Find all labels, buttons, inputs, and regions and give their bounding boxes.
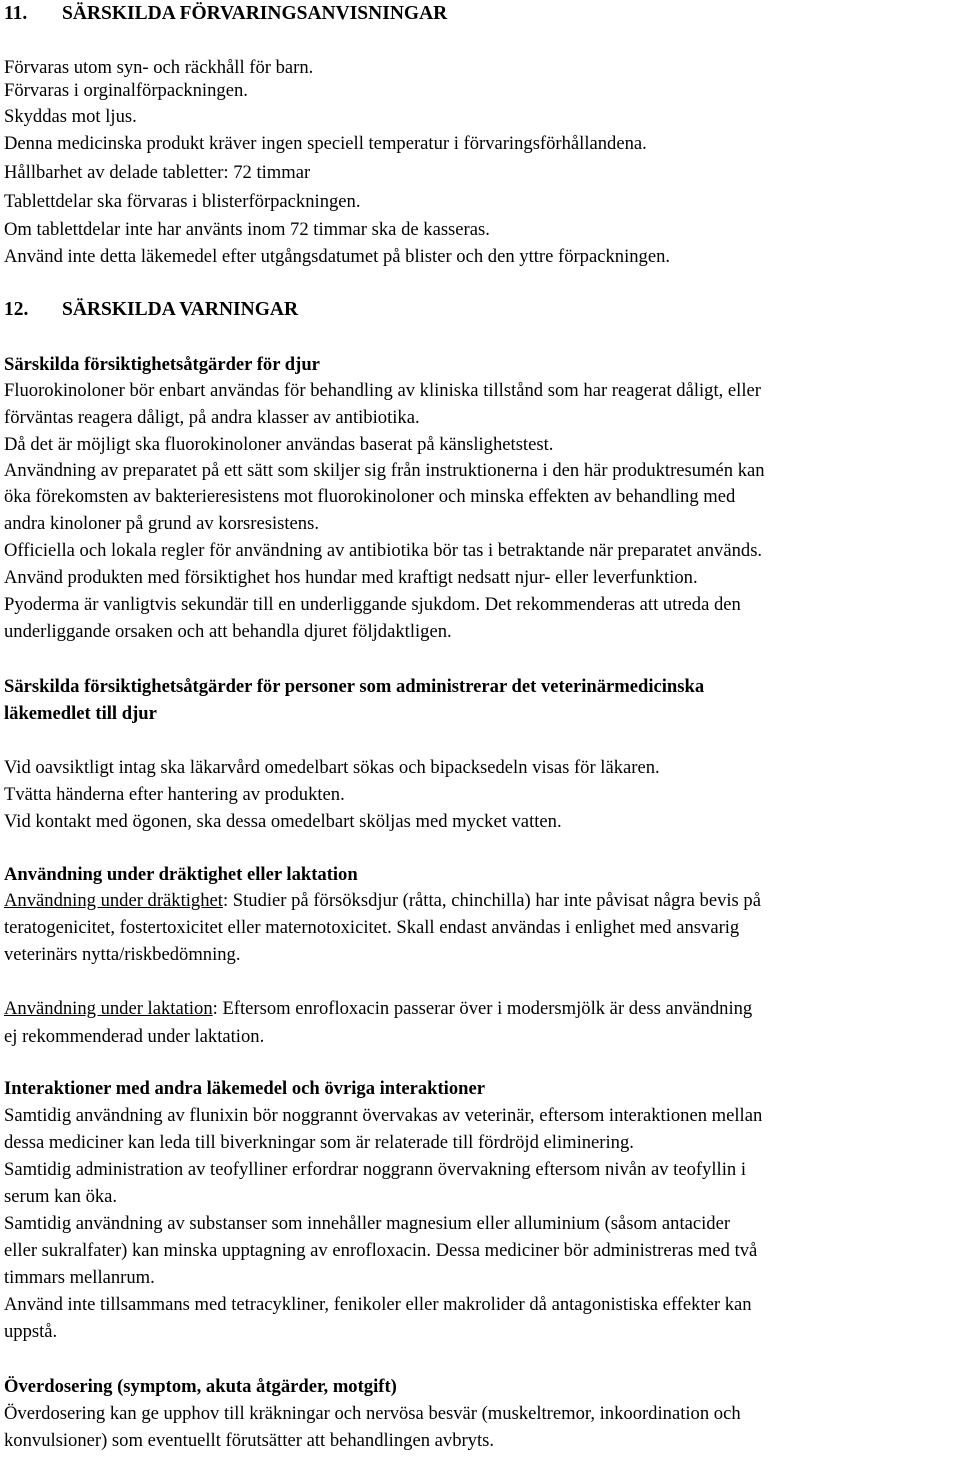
- lactation-text: : Eftersom enrofloxacin passerar över i modersmjölk är dess användning: [212, 998, 753, 1019]
- text-line: Använd inte tillsammans med tetracykliner, fenikoler eller makrolider då antagonistiska effekter kan: [4, 1294, 752, 1315]
- text-line: öka förekomsten av bakterieresistens mot fluorokinoloner och minska effekten av behandling med: [4, 486, 736, 507]
- text-line: dessa mediciner kan leda till biverkningar som är relaterade till fördröjd eliminering.: [4, 1132, 634, 1153]
- text-line: Använd produkten med försiktighet hos hundar med kraftigt nedsatt njur- eller leverfunktion.: [4, 567, 698, 588]
- text-line: veterinärs nytta/riskbedömning.: [4, 944, 241, 965]
- text-line: konvulsioner) som eventuellt förutsätter att behandlingen avbryts.: [4, 1430, 495, 1451]
- text-line: Skyddas mot ljus.: [4, 106, 137, 127]
- text-line: underliggande orsaken och att behandla djuret följdaktligen.: [4, 621, 452, 642]
- text-line: Officiella och lokala regler för användning av antibiotika bör tas i betraktande när preparatet används.: [4, 540, 763, 561]
- text-line: Tvätta händerna efter hantering av produkten.: [4, 784, 345, 805]
- text-line: serum kan öka.: [4, 1186, 118, 1207]
- text-line: Förvaras i orginalförpackningen.: [4, 80, 248, 101]
- subsection-heading: Särskilda försiktighetsåtgärder för djur: [4, 354, 320, 375]
- text-line: eller sukralfater) kan minska upptagning av enrofloxacin. Dessa mediciner bör administreras med två: [4, 1240, 758, 1261]
- text-line: timmars mellanrum.: [4, 1267, 155, 1288]
- text-line: Vid kontakt med ögonen, ska dessa omedelbart sköljas med mycket vatten.: [4, 811, 562, 832]
- text-line: Då det är möjligt ska fluorokinoloner användas baserat på känslighetstest.: [4, 434, 554, 455]
- section-number: 11.: [4, 3, 28, 24]
- section-number: 12.: [4, 299, 29, 320]
- text-line: Förvaras utom syn- och räckhåll för barn.: [4, 57, 314, 78]
- text-line: Tablettdelar ska förvaras i blisterförpackningen.: [4, 191, 361, 212]
- text-line: Hållbarhet av delade tabletter: 72 timmar: [4, 162, 311, 183]
- text-line: Samtidig användning av flunixin bör noggrannt övervakas av veterinär, eftersom interaktionen mellan: [4, 1105, 763, 1126]
- subsection-heading: Överdosering (symptom, akuta åtgärder, motgift): [4, 1376, 397, 1397]
- subsection-heading: läkemedlet till djur: [4, 703, 157, 724]
- text-line: Vid oavsiktligt intag ska läkarvård omedelbart sökas och bipacksedeln visas för läkaren.: [4, 757, 660, 778]
- text-line: teratogenicitet, fostertoxicitet eller maternotoxicitet. Skall endast användas i enlighet med ansvarig: [4, 917, 740, 938]
- text-line: andra kinoloner på grund av korsresistens.: [4, 513, 319, 534]
- text-line: Om tablettdelar inte har använts inom 72 timmar ska de kasseras.: [4, 219, 490, 240]
- section-title: SÄRSKILDA FÖRVARINGSANVISNINGAR: [62, 3, 448, 24]
- text-line: Använd inte detta läkemedel efter utgångsdatumet på blister och den yttre förpackningen.: [4, 246, 671, 267]
- text-line: Denna medicinska produkt kräver ingen speciell temperatur i förvaringsförhållandena.: [4, 133, 647, 154]
- text-line: Pyoderma är vanligtvis sekundär till en underliggande sjukdom. Det rekommenderas att utreda den: [4, 594, 741, 615]
- text-line: ej rekommenderad under laktation.: [4, 1026, 265, 1047]
- subsection-heading: Interaktioner med andra läkemedel och övriga interaktioner: [4, 1078, 485, 1099]
- lactation-label: Användning under laktation: [4, 998, 213, 1019]
- text-line: Samtidig användning av substanser som innehåller magnesium eller alluminium (såsom antacider: [4, 1213, 731, 1234]
- text-line: förväntas reagera dåligt, på andra klasser av antibiotika.: [4, 407, 420, 428]
- text-line: Samtidig administration av teofylliner erfordrar noggrann övervakning eftersom nivån av teofyllin i: [4, 1159, 746, 1180]
- text-line: Överdosering kan ge upphov till kräkningar och nervösa besvär (muskeltremor, inkoordination och: [4, 1403, 741, 1424]
- subsection-heading: Användning under dräktighet eller laktation: [4, 864, 358, 885]
- section-11-heading: [4, 3, 447, 25]
- section-12-heading: [4, 299, 298, 321]
- subsection-heading: Särskilda försiktighetsåtgärder för personer som administrerar det veterinärmedicinska: [4, 676, 705, 697]
- text-line: Användning av preparatet på ett sätt som skiljer sig från instruktionerna i den här produktresumén kan: [4, 460, 765, 481]
- pregnancy-label: Användning under dräktighet: [4, 890, 223, 911]
- pregnancy-text: : Studier på försöksdjur (råtta, chinchilla) har inte påvisat några bevis på: [222, 890, 761, 911]
- text-line: uppstå.: [4, 1321, 58, 1342]
- text-line: [4, 998, 752, 1020]
- section-title: SÄRSKILDA VARNINGAR: [62, 299, 299, 320]
- text-line: [4, 890, 761, 912]
- text-line: Fluorokinoloner bör enbart användas för behandling av kliniska tillstånd som har reagerat dåligt, eller: [4, 380, 761, 401]
